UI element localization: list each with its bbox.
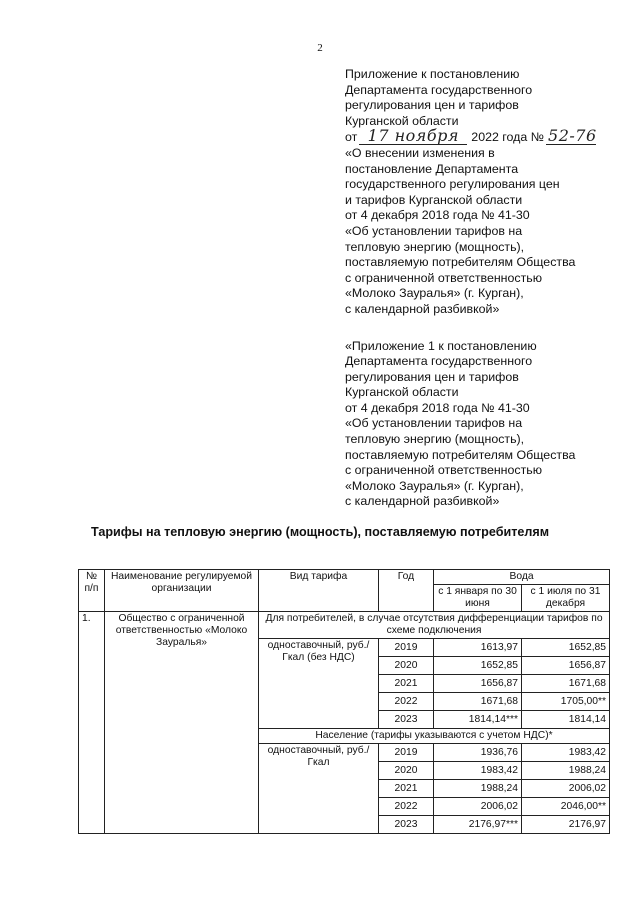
appendix-line: постановление Департамента (345, 161, 519, 176)
value-cell: 1656,87 (522, 657, 610, 675)
header-period-2: с 1 июля по 31 декабря (522, 585, 610, 612)
section-title: Население (тарифы указываются с учетом НДС)* (259, 729, 610, 744)
handwritten-number: 52-76 (548, 126, 597, 146)
value-cell: 1983,42 (434, 762, 522, 780)
section-title: Для потребителей, в случае отсутствия дифференциации тарифов по схеме подключения (259, 612, 610, 639)
original-appendix-line: с календарной разбивкой» (345, 494, 500, 509)
header-tariff-type: Вид тарифа (259, 570, 379, 612)
year-cell: 2019 (379, 744, 434, 762)
appendix-line: «Молоко Зауралья» (г. Курган), (345, 286, 524, 301)
year-cell: 2019 (379, 639, 434, 657)
value-cell: 1983,42 (522, 744, 610, 762)
org-name: Общество с ограниченной ответственностью «Молоко Зауралья» (105, 612, 259, 834)
appendix-line: «Об установлении тарифов на (345, 223, 523, 238)
value-cell: 1705,00** (522, 693, 610, 711)
appendix-line: поставляемую потребителям Общества (345, 255, 576, 270)
appendix-line: с ограниченной ответственностью (345, 270, 543, 285)
header-period-1: с 1 января по 30 июня (434, 585, 522, 612)
appendix-line: Департамента государственного (345, 82, 533, 97)
year-text: 2022 года № (471, 130, 545, 145)
appendix-line: от 4 декабря 2018 года № 41-30 (345, 208, 530, 223)
value-cell: 1652,85 (522, 639, 610, 657)
value-cell: 2006,02 (522, 780, 610, 798)
appendix-header (345, 67, 630, 510)
value-cell: 1656,87 (434, 675, 522, 693)
value-cell: 1652,85 (434, 657, 522, 675)
year-cell: 2020 (379, 657, 434, 675)
original-appendix-line: «Молоко Зауралья» (г. Курган), (345, 478, 524, 493)
handwritten-date: 17 ноября (361, 129, 465, 143)
year-cell: 2021 (379, 675, 434, 693)
value-cell: 2176,97 (522, 816, 610, 834)
header-org: Наименование регулируемой организации (105, 570, 259, 612)
year-cell: 2020 (379, 762, 434, 780)
row-number: 1. (79, 612, 105, 834)
value-cell: 1671,68 (434, 693, 522, 711)
value-cell: 1988,24 (522, 762, 610, 780)
value-cell: 1613,97 (434, 639, 522, 657)
value-cell: 2176,97*** (434, 816, 522, 834)
value-cell: 1814,14*** (434, 711, 522, 729)
date-prefix: от (345, 130, 358, 145)
original-appendix-line: Курганской области (345, 385, 459, 400)
appendix-date-line (345, 126, 630, 146)
header-year: Год (379, 570, 434, 612)
original-appendix-line: от 4 декабря 2018 года № 41-30 (345, 400, 530, 415)
value-cell: 1988,24 (434, 780, 522, 798)
value-cell: 2006,02 (434, 798, 522, 816)
original-appendix-line: регулирования цен и тарифов (345, 369, 519, 384)
tariff-type: одноставочный, руб./Гкал (259, 744, 379, 834)
table-row (79, 612, 610, 639)
original-appendix-line: поставляемую потребителям Общества (345, 447, 576, 462)
value-cell: 1936,76 (434, 744, 522, 762)
original-appendix-line: тепловую энергию (мощность), (345, 432, 525, 447)
appendix-line: с календарной разбивкой» (345, 301, 500, 316)
value-cell: 2046,00** (522, 798, 610, 816)
appendix-line: «О внесении изменения в (345, 145, 495, 160)
year-cell: 2023 (379, 816, 434, 834)
appendix-line: и тарифов Курганской области (345, 192, 523, 207)
year-cell: 2023 (379, 711, 434, 729)
appendix-line: регулирования цен и тарифов (345, 98, 519, 113)
value-cell: 1814,14 (522, 711, 610, 729)
original-appendix-line: «Об установлении тарифов на (345, 416, 523, 431)
table-title: Тарифы на тепловую энергию (мощность), поставляемую потребителям (90, 525, 550, 539)
original-appendix-line: с ограниченной ответственностью (345, 463, 543, 478)
year-cell: 2022 (379, 798, 434, 816)
header-water: Вода (434, 570, 610, 585)
year-cell: 2022 (379, 693, 434, 711)
appendix-line: Курганской области (345, 113, 459, 128)
value-cell: 1671,68 (522, 675, 610, 693)
header-num: № п/п (79, 570, 105, 612)
tariff-type: одноставочный, руб./Гкал (без НДС) (259, 639, 379, 729)
original-appendix-line: Департамента государственного (345, 354, 533, 369)
tariff-table (78, 569, 610, 834)
original-appendix-line: «Приложение 1 к постановлению (345, 338, 537, 353)
table-header-row (79, 570, 610, 585)
year-cell: 2021 (379, 780, 434, 798)
appendix-line: тепловую энергию (мощность), (345, 239, 525, 254)
appendix-line: государственного регулирования цен (345, 177, 560, 192)
appendix-line: Приложение к постановлению (345, 67, 520, 81)
page-number: 2 (317, 42, 323, 54)
